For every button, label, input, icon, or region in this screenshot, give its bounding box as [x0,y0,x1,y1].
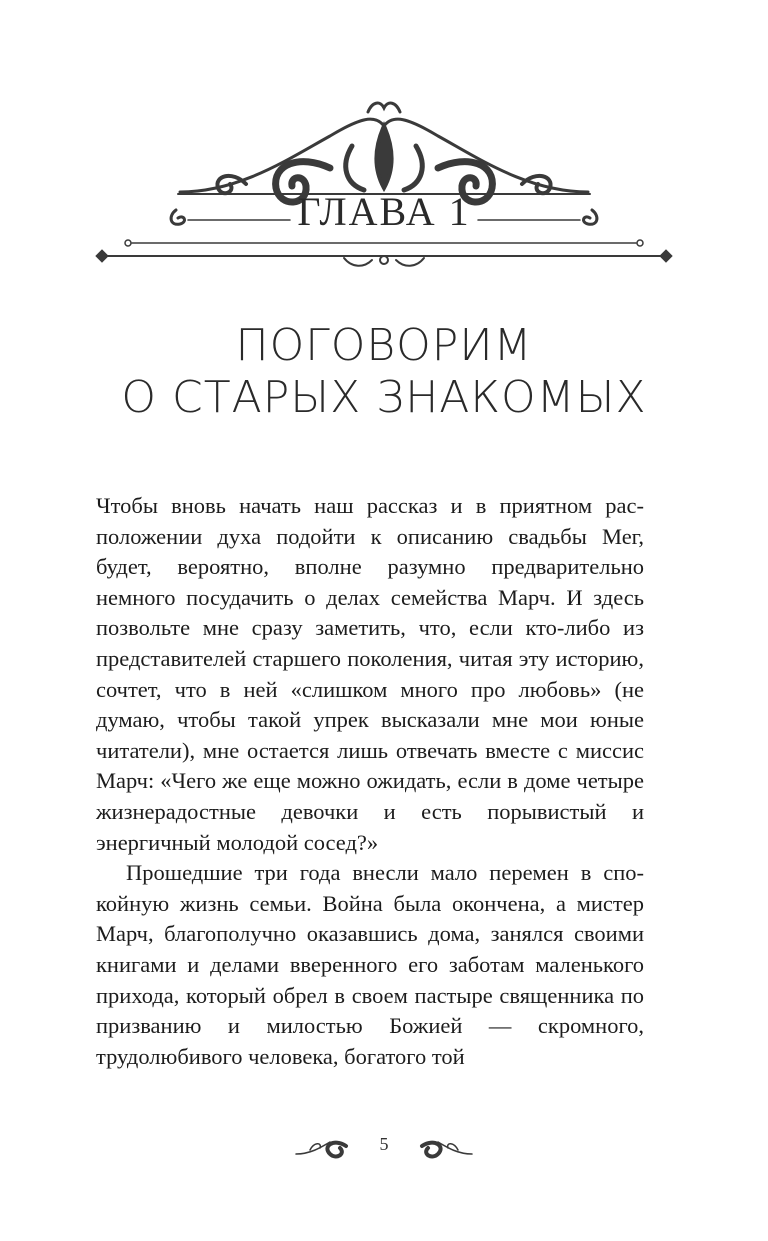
chapter-ornament [0,88,768,278]
chapter-title-line-1: ПОГОВОРИМ [235,320,533,371]
body-paragraph-1: Чтобы вновь начать наш рассказ и в приятном расположении духа подойти к описанию свадьбы Мег, будет, вероятно, вполне разумно предварительно немного посудачить о делах семейства Марч. И здесь позвольте мне сразу заметить, что, если кто-либо из представителей старшего поколения, читая эту историю, сочтет, что в ней «слишком много про любовь» (не думаю, чтобы такой упрек высказали мне мои юные читатели), мне остается лишь отвечать вместе с миссис Марч: «Чего же еще можно ожидать, если в доме четыре жизнерадостные девочки и есть порывистый и энергичный молодой сосед?» [96,493,644,855]
chapter-title [0,320,768,424]
chapter-label: ГЛАВА 1 [297,189,471,234]
chapter-title-line-2: О СТАРЫХ ЗНАКОМЫХ [121,372,647,423]
chapter-body [96,491,644,1072]
body-paragraph-2: Прошедшие три года внесли мало перемен в спокойную жизнь семьи. Война была окончена, а мистер Марч, благополучно оказавшись дома, занялся своими книгами и делами вверенного его заботам маленького прихода, который обрел в своем пастыре священника по призванию и милостью Божией — скромного, трудолюбивого человека, богатого той [96,860,644,1069]
page-number: 5 [379,1134,389,1154]
